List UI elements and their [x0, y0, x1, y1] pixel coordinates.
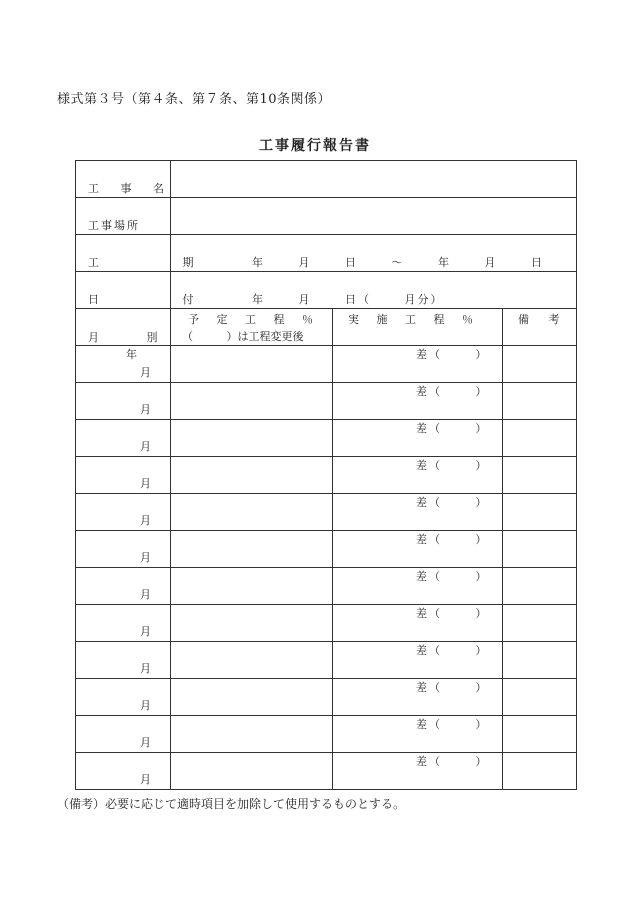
- col-divider: [332, 308, 333, 789]
- row-divider: [76, 234, 576, 235]
- month-label: 月: [140, 403, 151, 416]
- difference-label: 差（ ）: [416, 681, 489, 694]
- row-divider: [76, 604, 576, 605]
- row-divider: [76, 271, 576, 272]
- month-column-header: 月 別: [88, 331, 160, 344]
- remarks-header: 備 考: [518, 313, 562, 326]
- date-label: 日 付: [88, 293, 234, 306]
- planned-progress-note: （ ）は工程変更後: [182, 330, 304, 343]
- difference-label: 差（ ）: [416, 607, 489, 620]
- row-divider: [76, 382, 576, 383]
- col-divider: [502, 308, 503, 789]
- month-label: 月: [140, 699, 151, 712]
- form-number: 様式第３号（第４条、第７条、第10条関係）: [57, 92, 332, 107]
- actual-progress-header: 実 施 工 程 ％: [348, 313, 475, 326]
- row-divider: [76, 308, 576, 309]
- row-divider: [76, 678, 576, 679]
- row-divider: [76, 345, 576, 346]
- row-divider: [76, 567, 576, 568]
- period-label: 工 期: [88, 256, 234, 269]
- difference-label: 差（ ）: [416, 459, 489, 472]
- row-divider: [76, 641, 576, 642]
- difference-label: 差（ ）: [416, 755, 489, 768]
- row-divider: [76, 493, 576, 494]
- difference-label: 差（ ）: [416, 496, 489, 509]
- construction-site-label: 工事場所: [88, 219, 140, 232]
- month-label: 月: [140, 773, 151, 786]
- difference-label: 差（ ）: [416, 422, 489, 435]
- construction-name-label: 工 事 名: [88, 182, 173, 195]
- row-divider: [76, 197, 576, 198]
- remarks-note: （備考）必要に応じて適時項目を加除して使用するものとする。: [57, 797, 406, 811]
- report-table: [75, 160, 577, 790]
- period-value: 年 月 日 ～ 年 月 日: [252, 256, 544, 269]
- month-label: 月: [140, 477, 151, 490]
- year-label: 年: [126, 348, 137, 361]
- difference-label: 差（ ）: [416, 718, 489, 731]
- month-label: 月: [140, 736, 151, 749]
- month-label: 月: [140, 514, 151, 527]
- row-divider: [76, 752, 576, 753]
- month-label: 月: [140, 366, 151, 379]
- difference-label: 差（ ）: [416, 348, 489, 361]
- month-label: 月: [140, 625, 151, 638]
- planned-progress-header: 予 定 工 程 ％: [188, 313, 315, 326]
- difference-label: 差（ ）: [416, 644, 489, 657]
- month-label: 月: [140, 440, 151, 453]
- month-label: 月: [140, 662, 151, 675]
- difference-label: 差（ ）: [416, 570, 489, 583]
- row-divider: [76, 456, 576, 457]
- difference-label: 差（ ）: [416, 533, 489, 546]
- month-label: 月: [140, 588, 151, 601]
- row-divider: [76, 715, 576, 716]
- difference-label: 差（ ）: [416, 385, 489, 398]
- date-value: 年 月 日（ 月分）: [252, 293, 444, 306]
- row-divider: [76, 419, 576, 420]
- document-title: 工事履行報告書: [259, 138, 371, 154]
- month-label: 月: [140, 551, 151, 564]
- row-divider: [76, 530, 576, 531]
